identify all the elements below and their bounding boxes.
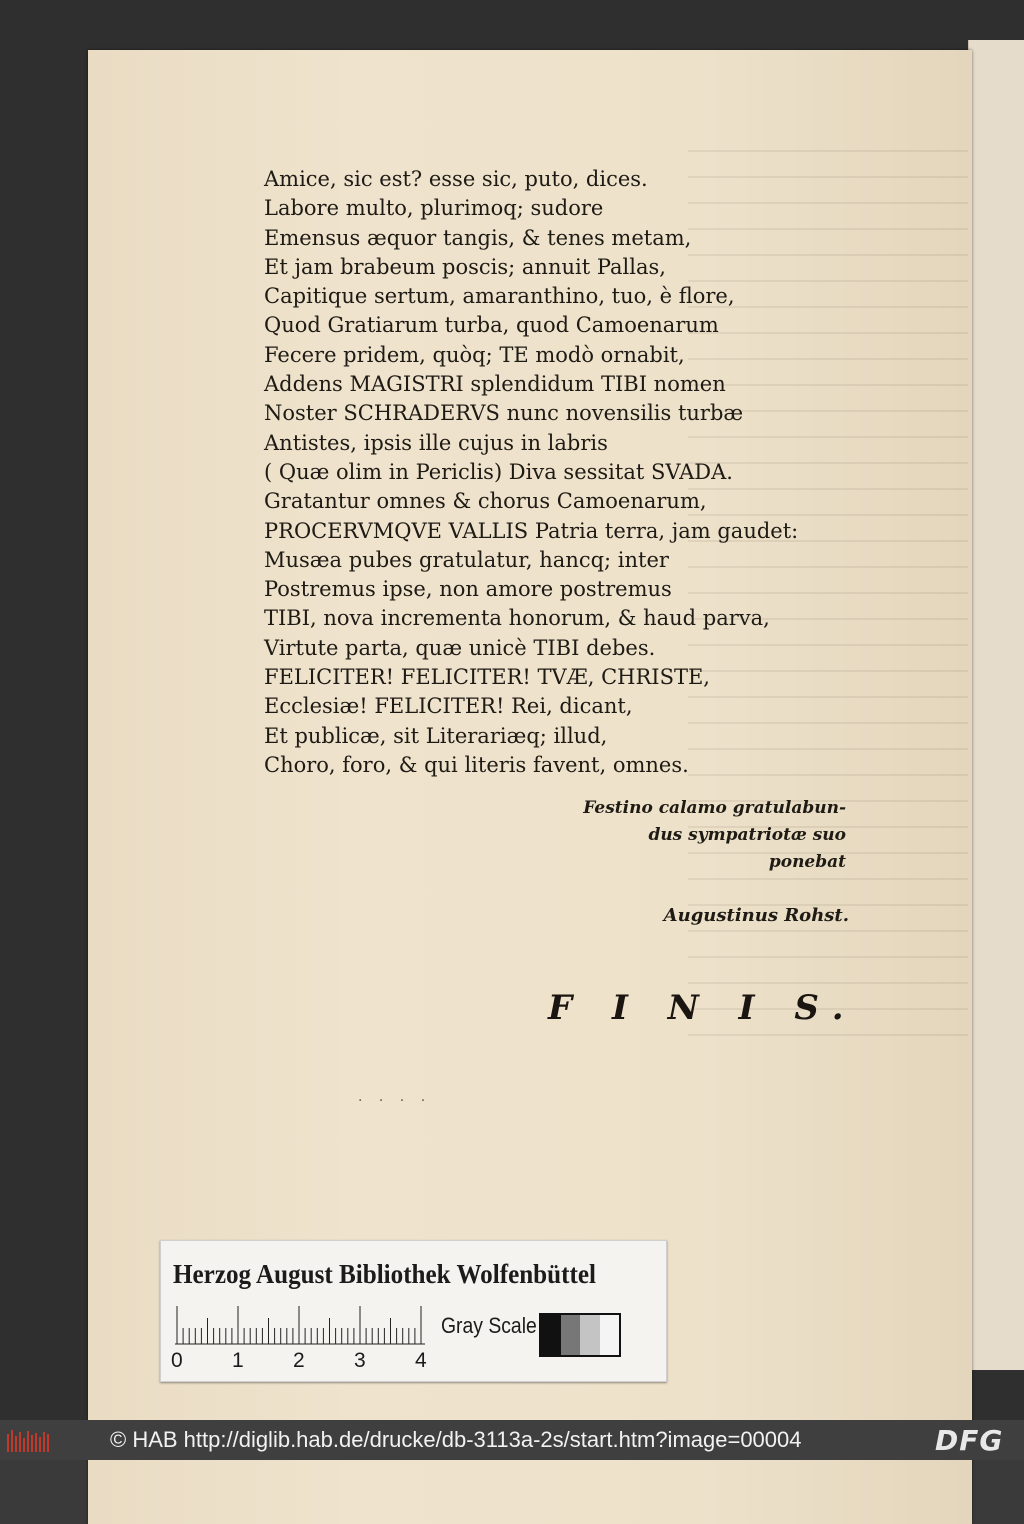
dedication-note [583,795,846,876]
page-marks: · · · · [358,1093,432,1109]
poem-line: Et jam brabeum poscis; annuit Pallas, [264,254,666,279]
poem-line: ( Quæ olim in Periclis) Diva sessitat SVADA. [264,459,733,484]
poem-line: Musæa pubes gratulatur, hancq; inter [264,547,669,572]
source-url[interactable]: © HAB http://diglib.hab.de/drucke/db-3113a-2s/start.htm?image=00004 [110,1427,802,1452]
poem-line: Addens MAGISTRI splendidum TIBI nomen [264,372,726,397]
adjacent-page-edge [968,40,1024,1370]
poem-line: Noster SCHRADERVS nunc novensilis turbæ [264,401,744,426]
gray-swatch [580,1315,600,1355]
dedication-line: ponebat [768,852,846,872]
gray-scale-bar [539,1313,621,1357]
ruler-number: 3 [354,1349,366,1372]
poem-line: FELICITER! FELICITER! TVÆ, CHRISTE, [264,665,710,690]
poem-line: PROCERVMQVE VALLIS Patria terra, jam gaudet: [264,518,799,543]
poem-line: Postremus ipse, non amore postremus [264,577,672,602]
poem-line: Choro, foro, & qui literis favent, omnes. [264,752,689,777]
library-name: Herzog August Bibliothek Wolfenbüttel [173,1259,596,1289]
ruler-number: 2 [293,1349,305,1372]
finis-heading: F I N I S. [548,988,858,1028]
poem-line: Virtute parta, quæ unicè TIBI debes. [264,635,656,660]
ruler-scale [175,1305,425,1345]
ruler-number: 0 [171,1349,183,1372]
poem-text [264,165,964,780]
poem-line: Emensus æquor tangis, & tenes metam, [264,225,692,250]
poem-line: Et publicæ, sit Literariæq; illud, [264,723,608,748]
poem-line: Quod Gratiarum turba, quod Camoenarum [264,313,719,338]
ruler-number: 1 [232,1349,244,1372]
ruler-number: 4 [415,1349,427,1372]
gray-swatch [541,1315,561,1355]
author-signature: Augustinus Rohst. [663,905,849,926]
gray-swatch [600,1315,620,1355]
poem-line: Labore multo, plurimoq; sudore [264,196,604,221]
poem-line: Gratantur omnes & chorus Camoenarum, [264,489,707,514]
poem-line: Antistes, ipsis ille cujus in labris [264,430,608,455]
color-reference-card [160,1240,667,1382]
footer-bar [0,1420,1024,1460]
poem-line: Fecere pridem, quòq; TE modò ornabit, [264,342,685,367]
dfg-logo: DFG [935,1424,1004,1457]
poem-line: TIBI, nova incrementa honorum, & haud parva, [264,606,770,631]
dedication-line: dus sympatriotæ suo [648,825,846,845]
gray-scale-label: Gray Scale [441,1313,537,1338]
poem-line: Amice, sic est? esse sic, puto, dices. [264,167,648,191]
hab-logo-icon [6,1428,50,1454]
poem-line: Ecclesiæ! FELICITER! Rei, dicant, [264,694,633,719]
dedication-line: Festino calamo gratulabun- [583,798,846,818]
poem-line: Capitique sertum, amaranthino, tuo, è flore, [264,284,735,309]
gray-swatch [561,1315,581,1355]
